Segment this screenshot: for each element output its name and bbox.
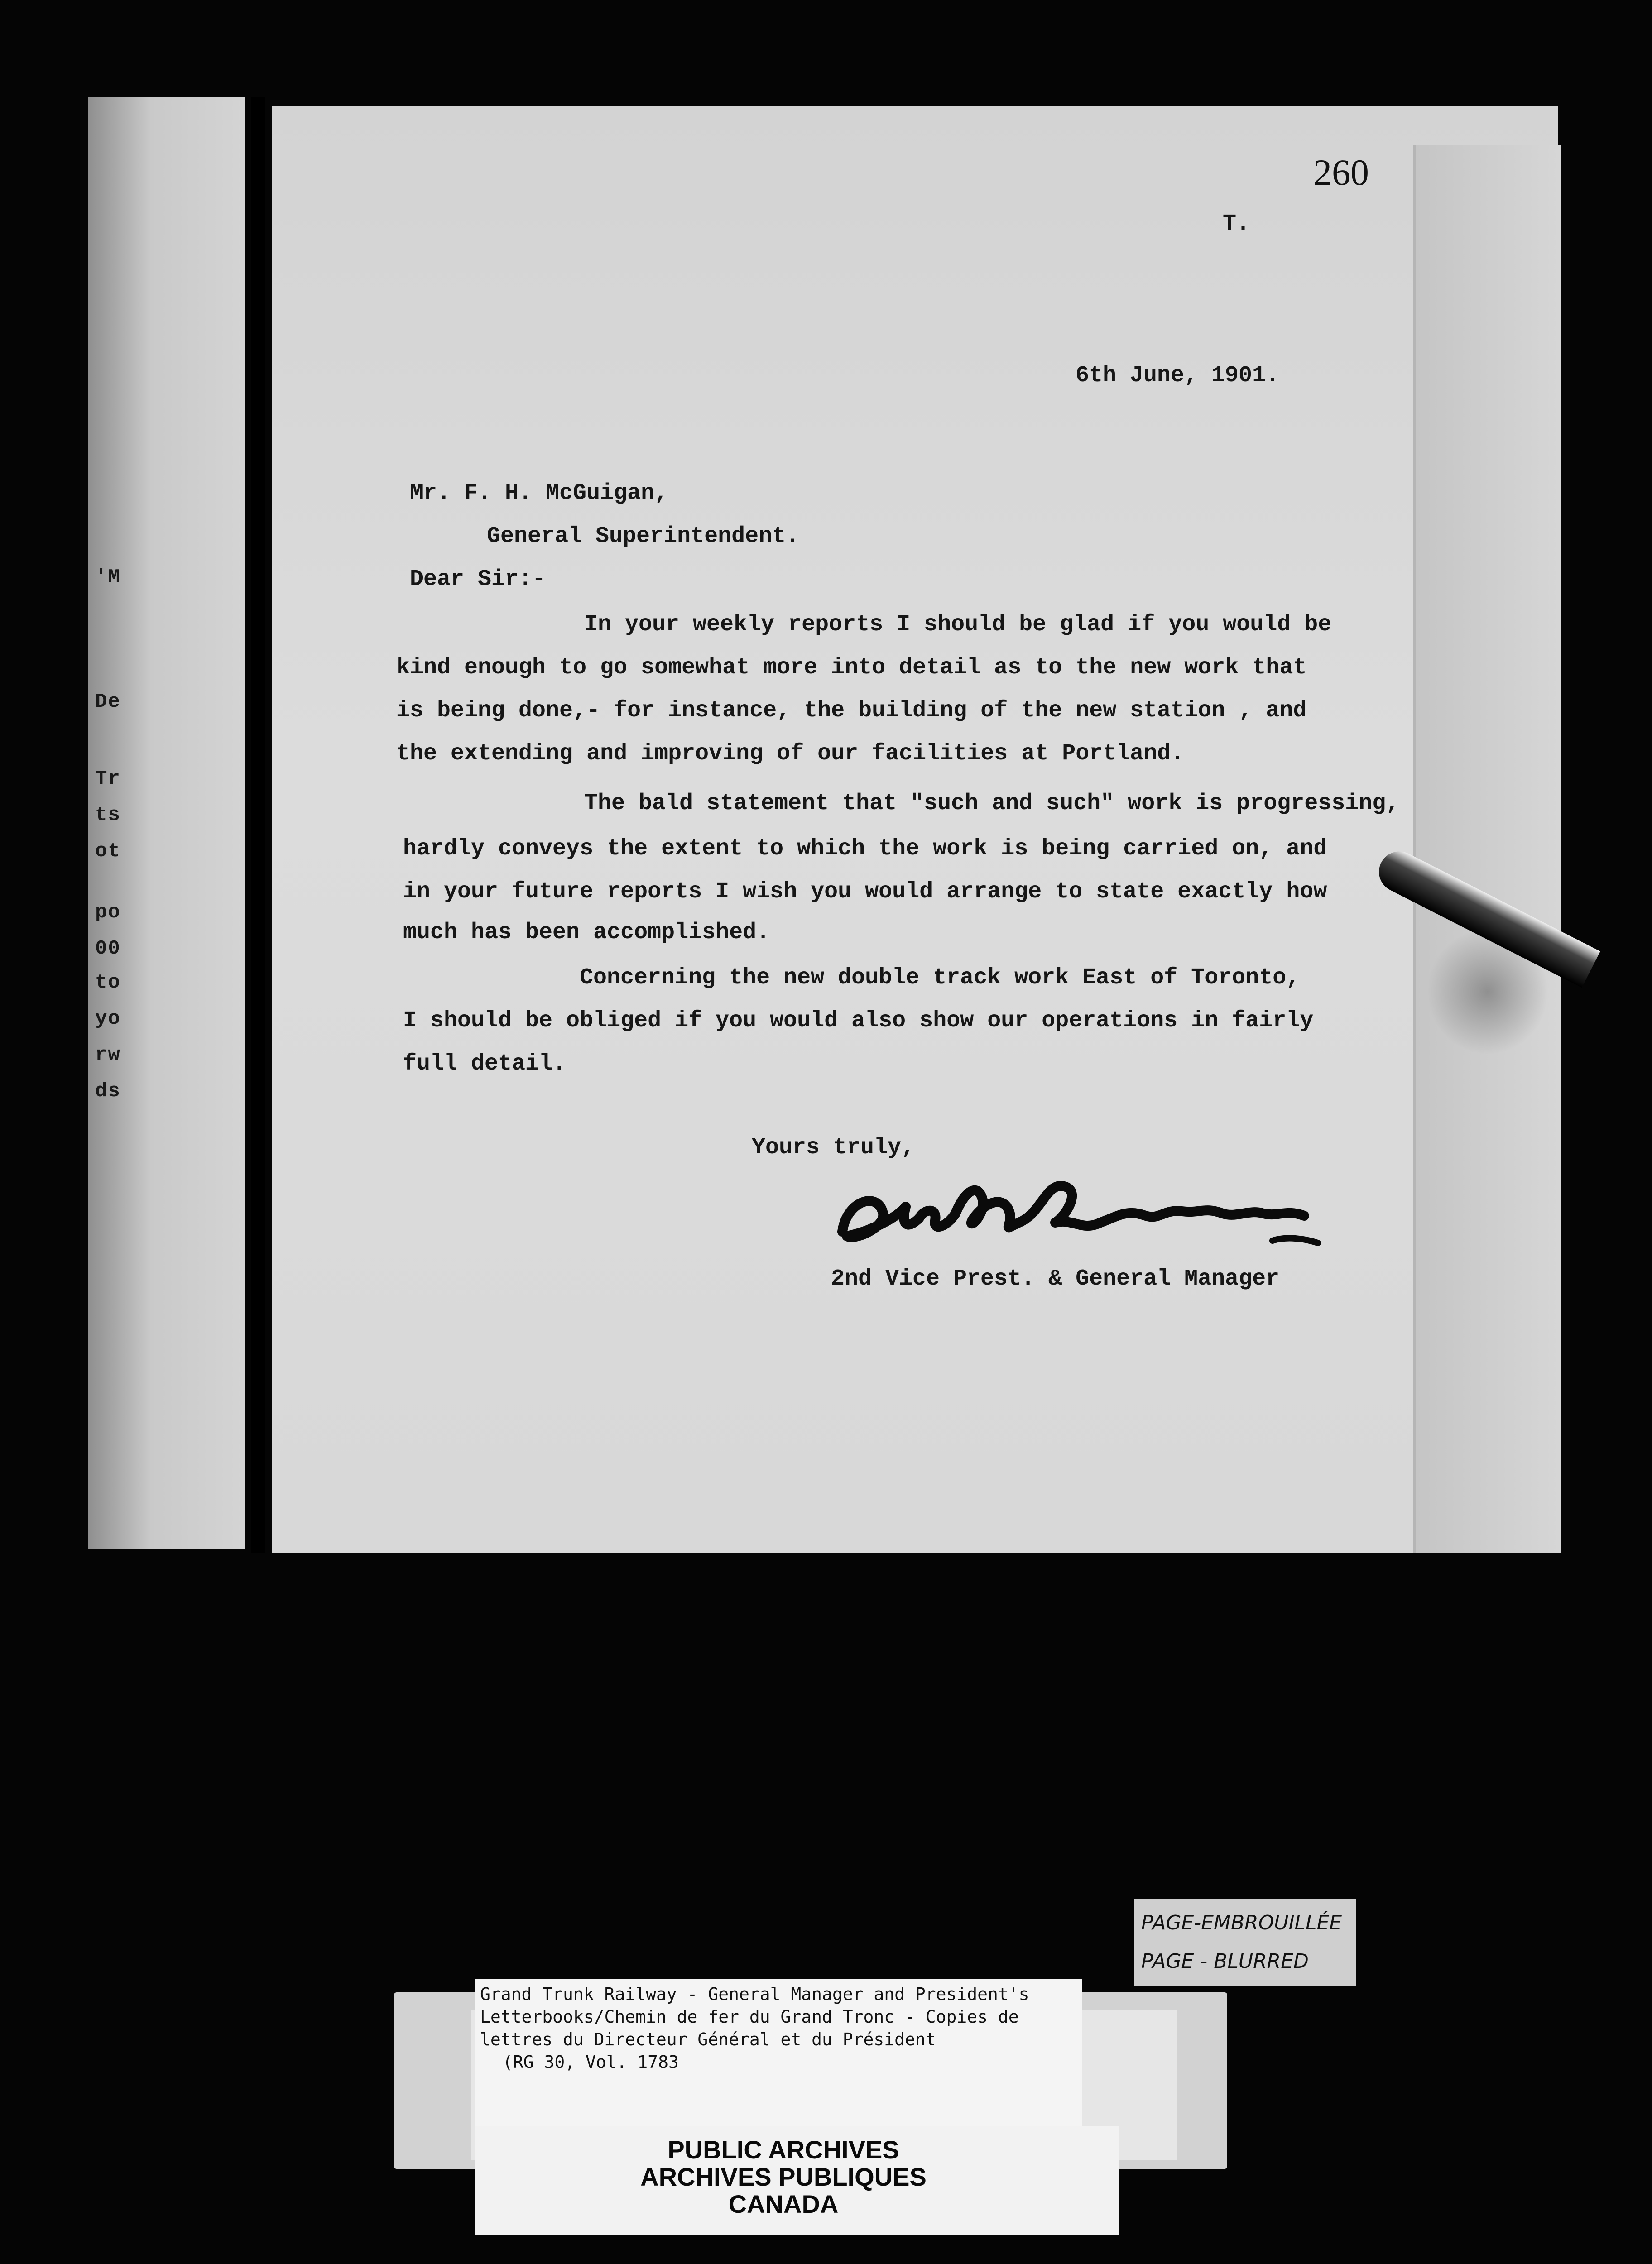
next-page-edge	[1413, 145, 1561, 1553]
body-line: hardly conveys the extent to which the work is being carried on, and	[403, 836, 1327, 862]
previous-page-fragment: 00	[95, 937, 121, 960]
body-line: The bald statement that "such and such" work is progressing,	[584, 791, 1400, 816]
archive-caption-line: (RG 30, Vol. 1783	[503, 2052, 679, 2072]
signer-title: 2nd Vice Prest. & General Manager	[831, 1266, 1280, 1292]
archive-caption-line: lettres du Directeur Général et du Président	[480, 2029, 936, 2049]
body-line: much has been accomplished.	[403, 920, 770, 945]
page-number: 260	[1313, 152, 1369, 193]
body-line: full detail.	[403, 1051, 567, 1077]
recipient-title: General Superintendent.	[487, 523, 800, 549]
closing: Yours truly,	[752, 1135, 915, 1161]
body-line: is being done,- for instance, the building of the new station , and	[396, 698, 1307, 724]
previous-page-fragment: po	[95, 901, 121, 924]
body-line: the extending and improving of our facilities at Portland.	[396, 741, 1185, 767]
salutation: Dear Sir:-	[410, 566, 546, 592]
letter-date: 6th June, 1901.	[1076, 363, 1280, 389]
file-mark: T.	[1223, 211, 1250, 237]
handwritten-note-line: PAGE - BLURRED	[1141, 1950, 1309, 1973]
body-line: Concerning the new double track work East of Toronto,	[580, 965, 1300, 991]
previous-page-fragment: to	[95, 971, 121, 994]
archive-caption-line: Grand Trunk Railway - General Manager and President's	[480, 1984, 1029, 2004]
archive-stamp-line: PUBLIC ARCHIVES	[668, 2135, 899, 2164]
letter-page	[272, 106, 1558, 1553]
recipient-name: Mr. F. H. McGuigan,	[410, 480, 668, 506]
previous-page-strip	[88, 97, 245, 1549]
archive-stamp-line: ARCHIVES PUBLIQUES	[640, 2163, 927, 2191]
previous-page-fragment: yo	[95, 1007, 121, 1030]
previous-page-fragment: rw	[95, 1044, 121, 1066]
previous-page-fragment: ds	[95, 1080, 121, 1103]
previous-page-fragment: 'M	[95, 566, 121, 589]
previous-page-fragment: ot	[95, 840, 121, 863]
archive-stamp-line: CANADA	[728, 2190, 839, 2218]
body-line: In your weekly reports I should be glad if you would be	[584, 612, 1332, 638]
archive-caption-line: Letterbooks/Chemin de fer du Grand Tronc - Copies de	[480, 2007, 1019, 2027]
handwritten-signature	[829, 1164, 1336, 1268]
body-line: I should be obliged if you would also show our operations in fairly	[403, 1008, 1314, 1034]
previous-page-fragment: Tr	[95, 767, 121, 790]
handwritten-note-line: PAGE-EMBROUILLÉE	[1141, 1911, 1342, 1934]
page-gutter	[251, 97, 265, 1553]
body-line: in your future reports I wish you would arrange to state exactly how	[403, 879, 1327, 905]
body-line: kind enough to go somewhat more into detail as to the new work that	[396, 655, 1307, 681]
previous-page-fragment: ts	[95, 804, 121, 826]
previous-page-fragment: De	[95, 691, 121, 713]
